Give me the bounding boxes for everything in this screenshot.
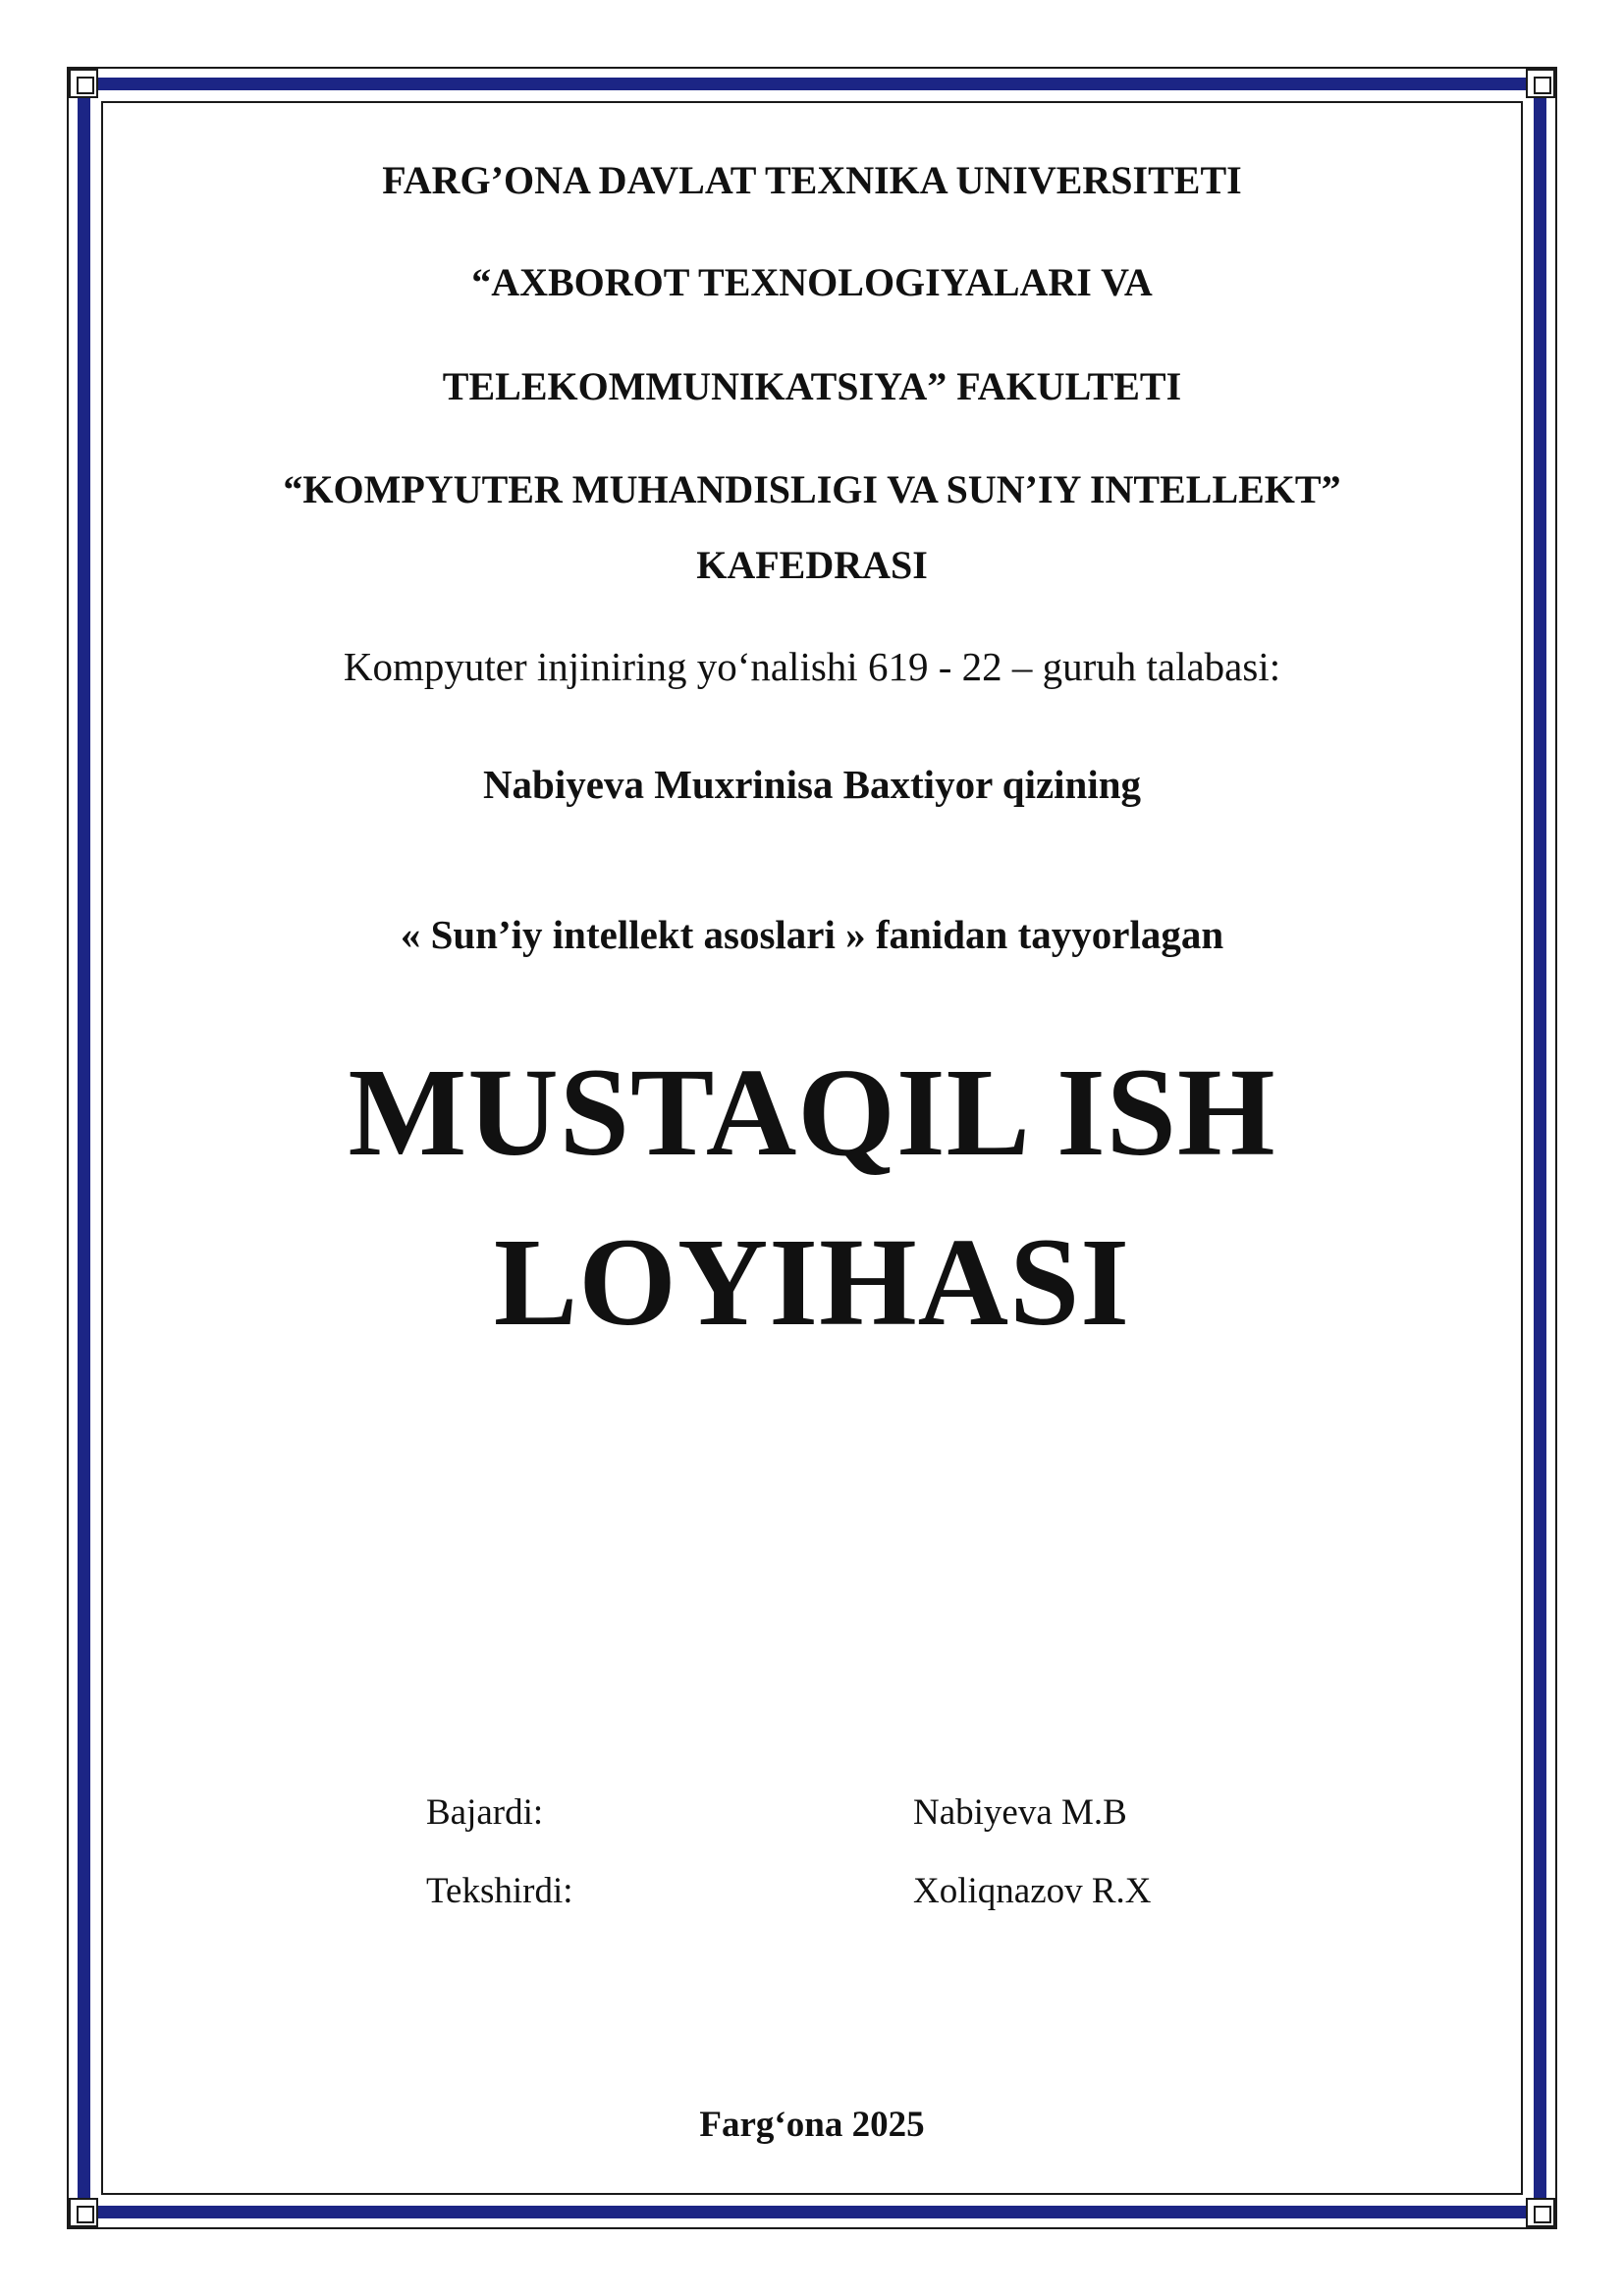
signature-label-checked: Tekshirdi: — [426, 1871, 573, 1911]
document-title-line1: MUSTAQIL ISH — [348, 1042, 1276, 1182]
border-corner-ornament — [69, 2198, 98, 2227]
department-name-line2: KAFEDRASI — [696, 543, 928, 587]
subject-line: « Sun’iy intellekt asoslari » fanidan tayyorlagan — [400, 912, 1224, 957]
signature-label-performed: Bajardi: — [426, 1792, 544, 1833]
student-name: Nabiyeva Muxrinisa Baxtiyor qizining — [482, 762, 1142, 807]
faculty-name-line1: “AXBOROT TEXNOLOGIYALARI VA — [471, 260, 1153, 304]
department-name-line1: “KOMPYUTER MUHANDISLIGI VA SUN’IY INTELLEKT” — [283, 467, 1341, 511]
border-corner-ornament — [1526, 69, 1555, 98]
border-corner-ornament — [69, 69, 98, 98]
document-title-line2: LOYIHASI — [493, 1212, 1131, 1352]
signature-value-checked: Xoliqnazov R.X — [913, 1871, 1152, 1911]
faculty-name-line2: TELEKOMMUNIKATSIYA” FAKULTETI — [442, 364, 1182, 408]
footer-place-year: Farg‘ona 2025 — [699, 2105, 925, 2145]
student-group-line: Kompyuter injiniring yo‘nalishi 619 - 22 – guruh talabasi: — [343, 644, 1281, 689]
signature-value-performed: Nabiyeva M.B — [913, 1792, 1127, 1833]
border-corner-ornament — [1526, 2198, 1555, 2227]
university-name: FARG’ONA DAVLAT TEXNIKA UNIVERSITETI — [382, 158, 1242, 202]
